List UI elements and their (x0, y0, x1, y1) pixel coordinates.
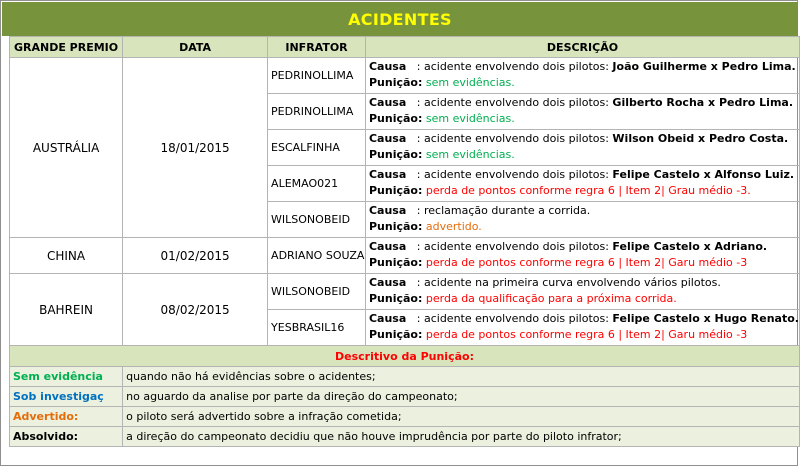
date-cell: 08/02/2015 (123, 274, 268, 346)
legend-key: Advertido: (10, 407, 123, 427)
punicao-label: Punição: (368, 148, 423, 161)
punicao-label: Punição: (368, 220, 423, 233)
legend-title: Descritivo da Punição: (10, 346, 800, 367)
infrator-cell: WILSONOBEID (268, 274, 366, 310)
header-descricao: DESCRIÇÃO (365, 37, 799, 58)
causa-label: Causa (368, 276, 407, 289)
causa-pilots: Felipe Castelo x Adriano. (612, 240, 768, 253)
legend-row (10, 387, 800, 407)
table-row (10, 274, 800, 310)
infrator-cell: PEDRINOLLIMA (268, 58, 366, 94)
punicao-text: perda de pontos conforme regra 6 | Item 2| Grau médio -3. (425, 184, 751, 197)
causa-label: Causa (368, 312, 407, 325)
punicao-label: Punição: (368, 76, 423, 89)
causa-label: Causa (368, 96, 407, 109)
legend-key: Absolvido: (10, 427, 123, 447)
causa-label: Causa (368, 204, 407, 217)
legend-key: Sob investigaç (10, 387, 123, 407)
punicao-text: perda da qualificação para a próxima corrida. (425, 292, 677, 305)
causa-text: : acidente envolvendo dois pilotos: (416, 132, 613, 145)
causa-pilots: Felipe Castelo x Alfonso Luiz. (612, 168, 795, 181)
header-gp: GRANDE PREMIO (10, 37, 123, 58)
punicao-label: Punição: (368, 184, 423, 197)
legend-text: a direção do campeonato decidiu que não houve imprudência por parte do piloto infrator; (123, 427, 800, 447)
date-cell: 18/01/2015 (123, 58, 268, 238)
legend-text: quando não há evidências sobre o acidentes; (123, 367, 800, 387)
punicao-label: Punição: (368, 328, 423, 341)
header-data: DATA (123, 37, 268, 58)
description-cell (365, 166, 799, 202)
legend-row (10, 427, 800, 447)
legend-row (10, 367, 800, 387)
header-row (10, 37, 800, 58)
gp-cell: CHINA (10, 238, 123, 274)
description-cell (365, 94, 799, 130)
punicao-text: sem evidências. (425, 112, 515, 125)
legend-text: no aguardo da analise por parte da direção do campeonato; (123, 387, 800, 407)
punicao-label: Punição: (368, 256, 423, 269)
infrator-cell: ADRIANO SOUZA (268, 238, 366, 274)
punicao-label: Punição: (368, 292, 423, 305)
causa-label: Causa (368, 168, 407, 181)
causa-text: : acidente envolvendo dois pilotos: (416, 96, 613, 109)
legend-text: o piloto será advertido sobre a infração cometida; (123, 407, 800, 427)
infrator-cell: YESBRASIL16 (268, 310, 366, 346)
accidents-table (9, 36, 800, 447)
table-row (10, 238, 800, 274)
infrator-cell: WILSONOBEID (268, 202, 366, 238)
sheet-title: ACIDENTES (2, 2, 798, 36)
causa-label: Causa (368, 60, 407, 73)
punicao-text: perda de pontos conforme regra 6 | Item 2| Garu médio -3 (425, 328, 748, 341)
gp-cell: AUSTRÁLIA (10, 58, 123, 238)
causa-text: : acidente na primeira curva envolvendo vários pilotos. (416, 276, 721, 289)
gp-cell: BAHREIN (10, 274, 123, 346)
causa-text: : acidente envolvendo dois pilotos: (416, 60, 613, 73)
punicao-label: Punição: (368, 112, 423, 125)
table-row (10, 58, 800, 94)
causa-label: Causa (368, 132, 407, 145)
causa-text: : acidente envolvendo dois pilotos: (416, 168, 613, 181)
legend-title-row (10, 346, 800, 367)
punicao-text: perda de pontos conforme regra 6 | Item 2| Garu médio -3 (425, 256, 748, 269)
causa-pilots: Gilberto Rocha x Pedro Lima. (612, 96, 794, 109)
punicao-text: sem evidências. (425, 148, 515, 161)
causa-pilots: Wilson Obeid x Pedro Costa. (612, 132, 789, 145)
description-cell (365, 274, 799, 310)
causa-label: Causa (368, 240, 407, 253)
causa-text: : acidente envolvendo dois pilotos: (416, 240, 613, 253)
description-cell (365, 202, 799, 238)
infrator-cell: ALEMAO021 (268, 166, 366, 202)
description-cell (365, 58, 799, 94)
causa-text: : acidente envolvendo dois pilotos: (416, 312, 613, 325)
date-cell: 01/02/2015 (123, 238, 268, 274)
causa-pilots: João Guilherme x Pedro Lima. (612, 60, 796, 73)
description-cell (365, 310, 799, 346)
infrator-cell: ESCALFINHA (268, 130, 366, 166)
punicao-text: sem evidências. (425, 76, 515, 89)
punicao-text: advertido. (425, 220, 482, 233)
legend-key: Sem evidência (10, 367, 123, 387)
causa-pilots: Felipe Castelo x Hugo Renato. (612, 312, 799, 325)
description-cell (365, 238, 799, 274)
infrator-cell: PEDRINOLLIMA (268, 94, 366, 130)
legend-row (10, 407, 800, 427)
causa-text: : reclamação durante a corrida. (416, 204, 591, 217)
description-cell (365, 130, 799, 166)
header-infrator: INFRATOR (268, 37, 366, 58)
